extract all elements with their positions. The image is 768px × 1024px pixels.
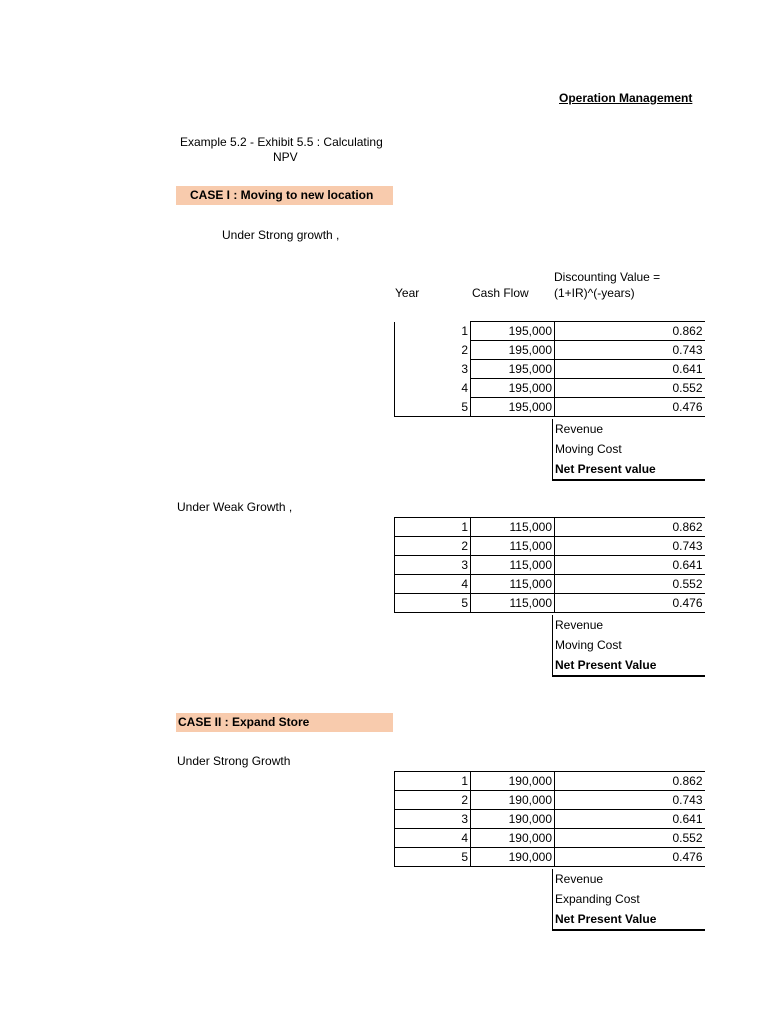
discount-cell: 0.476 — [555, 848, 705, 867]
year-cell: 4 — [395, 829, 471, 848]
cashflow-cell: 190,000 — [471, 810, 555, 829]
col-cashflow-header: Cash Flow — [472, 286, 529, 300]
year-cell: 1 — [395, 322, 471, 341]
year-cell: 3 — [395, 810, 471, 829]
summary-cost: Moving Cost — [555, 442, 622, 456]
case1-weak-table — [394, 517, 705, 613]
col-discount-formula: (1+IR)^(-years) — [554, 286, 635, 300]
example-title-cont: NPV — [273, 150, 298, 164]
year-cell: 1 — [395, 518, 471, 537]
summary-npv: Net Present Value — [555, 912, 657, 926]
cashflow-cell: 115,000 — [471, 594, 555, 613]
table-row — [395, 537, 705, 556]
year-cell: 5 — [395, 594, 471, 613]
cashflow-cell: 190,000 — [471, 848, 555, 867]
cashflow-cell: 115,000 — [471, 537, 555, 556]
table-row — [395, 360, 705, 379]
example-title: Example 5.2 - Exhibit 5.5 : Calculating — [180, 135, 383, 149]
discount-cell: 0.641 — [555, 810, 705, 829]
discount-cell: 0.862 — [555, 322, 705, 341]
case1-weak-subtitle: Under Weak Growth , — [177, 500, 293, 514]
cashflow-cell: 190,000 — [471, 829, 555, 848]
table-row — [395, 379, 705, 398]
table-row — [395, 518, 705, 537]
cashflow-cell: 115,000 — [471, 575, 555, 594]
page-title: Operation Management — [559, 91, 693, 105]
cashflow-cell: 190,000 — [471, 772, 555, 791]
year-cell: 4 — [395, 575, 471, 594]
discount-cell: 0.743 — [555, 791, 705, 810]
year-cell: 2 — [395, 341, 471, 360]
table-row — [395, 341, 705, 360]
table-row — [395, 556, 705, 575]
table-row — [395, 398, 705, 417]
summary-npv: Net Present value — [555, 462, 656, 476]
cashflow-cell: 195,000 — [471, 398, 555, 417]
case2-label: CASE II : Expand Store — [176, 713, 393, 732]
year-cell: 3 — [395, 556, 471, 575]
discount-cell: 0.641 — [555, 556, 705, 575]
summary-npv: Net Present Value — [555, 658, 657, 672]
case2-strong-table — [394, 771, 705, 867]
case2-strong-subtitle: Under Strong Growth — [177, 754, 291, 768]
case1-strong-subtitle: Under Strong growth , — [222, 228, 340, 242]
year-cell: 2 — [395, 537, 471, 556]
summary-revenue: Revenue — [555, 618, 604, 632]
table-row — [395, 322, 705, 341]
summary-cost: Expanding Cost — [555, 892, 640, 906]
discount-cell: 0.476 — [555, 398, 705, 417]
table-row — [395, 575, 705, 594]
discount-cell: 0.552 — [555, 829, 705, 848]
col-year-header: Year — [395, 286, 420, 300]
col-discount-header: Discounting Value = — [554, 270, 661, 284]
case2-strong-summary — [552, 869, 705, 931]
case1-weak-summary — [552, 615, 705, 677]
year-cell: 5 — [395, 398, 471, 417]
table-row — [395, 829, 705, 848]
case1-strong-summary — [552, 419, 705, 481]
cashflow-cell: 195,000 — [471, 341, 555, 360]
year-cell: 3 — [395, 360, 471, 379]
table-row — [395, 594, 705, 613]
case1-label: CASE I : Moving to new location — [176, 186, 393, 205]
year-cell: 5 — [395, 848, 471, 867]
discount-cell: 0.743 — [555, 341, 705, 360]
cashflow-cell: 195,000 — [471, 322, 555, 341]
summary-revenue: Revenue — [555, 872, 604, 886]
table-row — [395, 810, 705, 829]
summary-cost: Moving Cost — [555, 638, 622, 652]
cashflow-cell: 195,000 — [471, 360, 555, 379]
discount-cell: 0.552 — [555, 379, 705, 398]
table-row — [395, 791, 705, 810]
cashflow-cell: 190,000 — [471, 791, 555, 810]
year-cell: 2 — [395, 791, 471, 810]
cashflow-cell: 115,000 — [471, 518, 555, 537]
cashflow-cell: 195,000 — [471, 379, 555, 398]
discount-cell: 0.743 — [555, 537, 705, 556]
discount-cell: 0.862 — [555, 518, 705, 537]
discount-cell: 0.641 — [555, 360, 705, 379]
table-row — [395, 772, 705, 791]
discount-cell: 0.476 — [555, 594, 705, 613]
cashflow-cell: 115,000 — [471, 556, 555, 575]
discount-cell: 0.552 — [555, 575, 705, 594]
year-cell: 4 — [395, 379, 471, 398]
discount-cell: 0.862 — [555, 772, 705, 791]
table-row — [395, 848, 705, 867]
year-cell: 1 — [395, 772, 471, 791]
case1-strong-table — [394, 321, 705, 417]
summary-revenue: Revenue — [555, 422, 604, 436]
